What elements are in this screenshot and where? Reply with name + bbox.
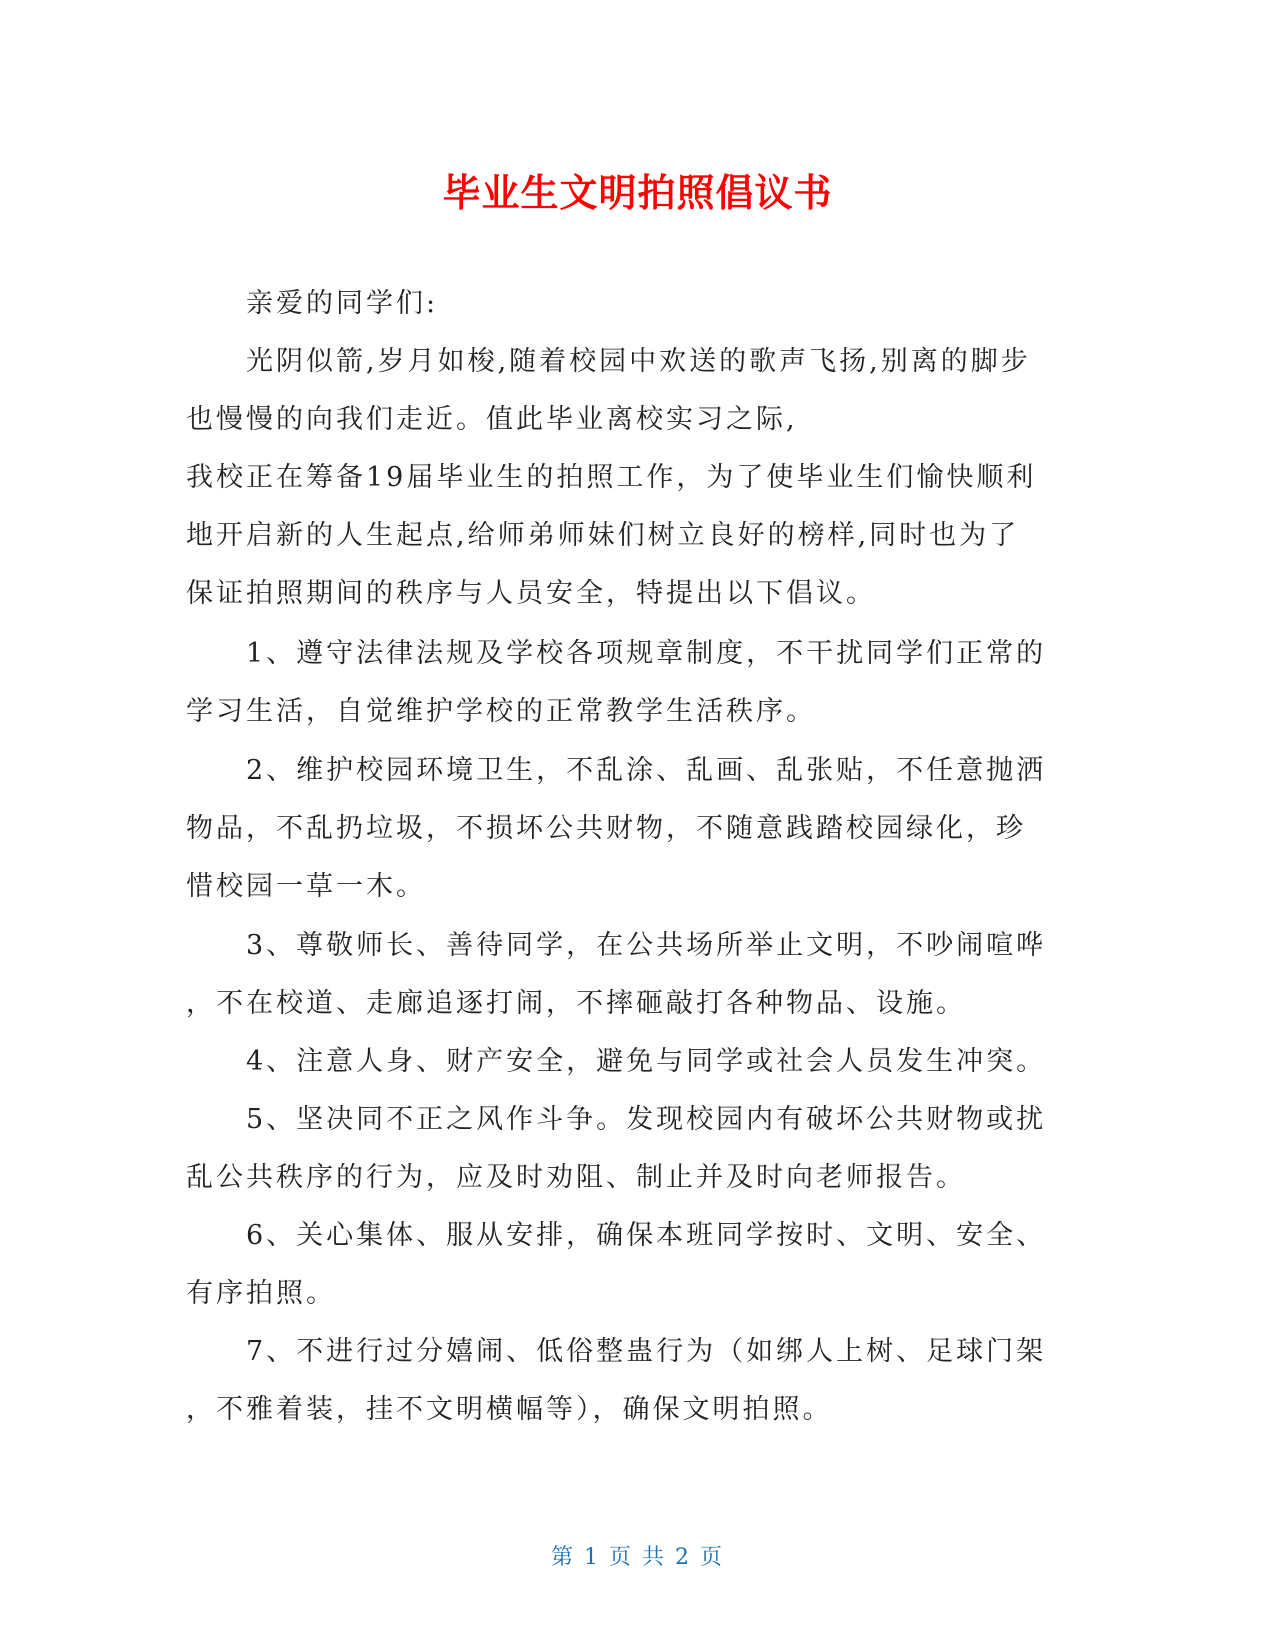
item-7-line: 7、不进行过分嬉闹、低俗整蛊行为（如绑人上树、足球门架 (246, 1336, 1047, 1367)
page-number: 第 1 页 共 2 页 (551, 1545, 724, 1570)
item-3-line: 3、尊敬师长、善待同学，在公共场所举止文明，不吵闹喧哗 (246, 930, 1047, 961)
item-2-line: 2、维护校园环境卫生，不乱涂、乱画、乱张贴，不任意抛洒 (246, 755, 1047, 786)
item-3-line: ，不在校道、走廊追逐打闹，不摔砸敲打各种物品、设施。 (186, 988, 966, 1019)
paragraph-line: 保证拍照期间的秩序与人员安全，特提出以下倡议。 (186, 578, 876, 609)
item-5-line: 乱公共秩序的行为，应及时劝阻、制止并及时向老师报告。 (186, 1162, 966, 1193)
item-5-line: 5、坚决同不正之风作斗争。发现校园内有破坏公共财物或扰 (246, 1104, 1047, 1135)
item-6-line: 6、关心集体、服从安排，确保本班同学按时、文明、安全、 (246, 1220, 1047, 1251)
item-7-line: ，不雅着装，挂不文明横幅等），确保文明拍照。 (186, 1394, 833, 1425)
item-6-line: 有序拍照。 (186, 1278, 336, 1309)
paragraph-line: 也慢慢的向我们走近。值此毕业离校实习之际, (186, 404, 798, 435)
item-2-line: 惜校园一草一木。 (186, 871, 426, 902)
paragraph-line: 我校正在筹备19届毕业生的拍照工作，为了使毕业生们愉快顺利 (186, 462, 1037, 493)
item-2-line: 物品，不乱扔垃圾，不损坏公共财物，不随意践踏校园绿化，珍 (186, 813, 1026, 844)
salutation: 亲爱的同学们: (246, 288, 439, 319)
paragraph-line: 光阴似箭,岁月如梭,随着校园中欢送的歌声飞扬,别离的脚步 (246, 346, 1031, 377)
paragraph-line: 地开启新的人生起点,给师弟师妹们树立良好的榜样,同时也为了 (186, 520, 1020, 551)
item-4-line: 4、注意人身、财产安全，避免与同学或社会人员发生冲突。 (246, 1046, 1047, 1077)
item-1-line: 1、遵守法律法规及学校各项规章制度，不干扰同学们正常的 (246, 638, 1047, 669)
item-1-line: 学习生活，自觉维护学校的正常教学生活秩序。 (186, 696, 816, 727)
document-title: 毕业生文明拍照倡议书 (442, 171, 833, 215)
